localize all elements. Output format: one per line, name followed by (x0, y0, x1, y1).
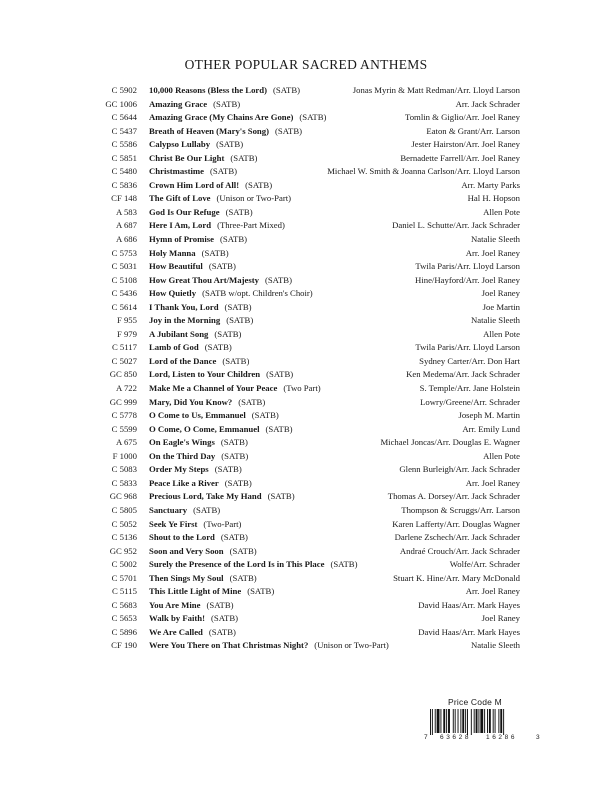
anthem-title: 10,000 Reasons (Bless the Lord) (149, 85, 268, 95)
composer-credit: Lowry/Greene/Arr. Schrader (420, 396, 520, 407)
anthem-title-group (149, 396, 265, 410)
catalog-code: C 5805 (111, 504, 137, 515)
list-item (88, 490, 520, 504)
barcode-block (424, 697, 544, 747)
composer-credit: Stuart K. Hine/Arr. Mary McDonald (393, 572, 520, 583)
catalog-code: C 5586 (111, 139, 137, 150)
anthem-title: Joy in the Morning (149, 315, 221, 326)
voicing: (SATB) (204, 342, 232, 353)
anthem-title-group (149, 572, 257, 586)
anthem-title-group (149, 423, 293, 437)
catalog-code: C 5683 (111, 599, 137, 610)
anthem-title: How Quietly (149, 288, 197, 299)
anthem-title: Breath of Heaven (Mary's Song) (149, 125, 270, 136)
list-item (88, 328, 520, 342)
voicing: (SATB) (208, 626, 236, 637)
list-item (88, 612, 520, 626)
list-item (88, 639, 520, 653)
list-item (88, 111, 520, 125)
barcode-digits-right: 16286 (486, 734, 518, 741)
anthem-title-group (149, 436, 248, 450)
page-title: OTHER POPULAR SACRED ANTHEMS (184, 57, 428, 72)
barcode-digit-first: 7 (424, 734, 428, 741)
list-item (88, 436, 520, 450)
anthem-title-group (149, 301, 252, 315)
catalog-code: C 5027 (111, 355, 137, 366)
composer-credit: Arr. Jack Schrader (455, 98, 520, 109)
anthem-title-group (149, 626, 236, 640)
anthem-title: Christ Be Our Light (149, 152, 225, 163)
anthem-title: On Eagle's Wings (149, 437, 215, 448)
anthem-title-group (149, 233, 247, 247)
list-item (88, 626, 520, 640)
anthem-title-group (149, 206, 253, 220)
composer-credit: Hal H. Hopson (467, 193, 520, 204)
list-item (88, 314, 520, 328)
anthem-title-group (149, 409, 279, 423)
composer-credit: Bernadette Farrell/Arr. Joel Raney (400, 152, 520, 163)
anthem-title: O Come, O Come, Emmanuel (149, 423, 260, 434)
composer-credit: Arr. Emily Lund (462, 423, 520, 434)
anthem-title-group (149, 192, 291, 206)
anthem-title-group (149, 463, 242, 477)
list-item (88, 247, 520, 261)
voicing: (Unison or Two-Part) (216, 193, 292, 204)
catalog-code: F 979 (116, 328, 137, 339)
anthem-title: O Come to Us, Emmanuel (149, 410, 246, 421)
voicing: (SATB) (221, 450, 249, 461)
anthem-title: Then Sings My Soul (149, 572, 224, 583)
anthem-title-group (149, 152, 257, 166)
catalog-code: C 5614 (111, 301, 137, 312)
list-item (88, 301, 520, 315)
composer-credit: Michael Joncas/Arr. Douglas E. Wagner (380, 437, 520, 448)
voicing: (SATB) (265, 423, 293, 434)
voicing: (SATB) (273, 85, 301, 95)
anthem-title-group (149, 355, 249, 369)
voicing: (SATB) (264, 274, 292, 285)
list-item (88, 219, 520, 233)
anthem-title: Precious Lord, Take My Hand (149, 491, 262, 502)
voicing: (SATB) (206, 599, 234, 610)
composer-credit: S. Temple/Arr. Jane Holstein (419, 383, 520, 394)
voicing: (SATB) (266, 369, 294, 380)
barcode-digit-last: 3 (536, 734, 540, 741)
catalog-code: C 5753 (111, 247, 137, 258)
list-item (88, 545, 520, 559)
anthem-title: How Great Thou Art/Majesty (149, 274, 259, 285)
composer-credit: Michael W. Smith & Joanna Carlson/Arr. Lloyd Larson (327, 166, 520, 177)
anthem-title-group (149, 341, 232, 355)
list-item (88, 125, 520, 139)
catalog-code: C 5136 (111, 532, 137, 543)
anthem-title-group (149, 545, 257, 559)
list-item (88, 396, 520, 410)
voicing: (SATB) (330, 559, 358, 570)
voicing: (Three-Part Mixed) (217, 220, 285, 231)
anthem-title: Seek Ye First (149, 518, 198, 529)
anthem-title-group (149, 639, 389, 653)
composer-credit: Joel Raney (481, 613, 520, 624)
catalog-code: C 5437 (111, 125, 137, 136)
anthem-title: Lamb of God (149, 342, 199, 353)
list-item (88, 355, 520, 369)
anthem-title-group (149, 98, 240, 112)
barcode-digits (424, 734, 544, 744)
catalog-code: C 5436 (111, 288, 137, 299)
anthem-title-group (149, 179, 272, 193)
list-item (88, 192, 520, 206)
barcode-graphic (430, 709, 538, 735)
catalog-code: F 1000 (112, 450, 137, 461)
anthem-title-group (149, 138, 243, 152)
barcode-digits-left: 63628 (440, 734, 472, 741)
anthem-title: Surely the Presence of the Lord Is in This Place (149, 559, 325, 570)
anthem-title-group (149, 328, 241, 342)
composer-credit: Ken Medema/Arr. Jack Schrader (406, 369, 520, 380)
composer-credit: Hine/Hayford/Arr. Joel Raney (415, 274, 520, 285)
composer-credit: Natalie Sleeth (471, 234, 520, 245)
voicing: (SATB) (220, 234, 248, 245)
voicing: (SATB) (210, 166, 238, 177)
anthem-title: Shout to the Lord (149, 532, 215, 543)
voicing: (SATB) (238, 396, 266, 407)
catalog-code: C 5117 (111, 342, 137, 353)
anthem-title: Soon and Very Soon (149, 545, 224, 556)
catalog-code: C 5480 (111, 166, 137, 177)
list-item (88, 138, 520, 152)
anthem-title: How Beautiful (149, 261, 203, 272)
anthem-title-group (149, 585, 274, 599)
composer-credit: Thomas A. Dorsey/Arr. Jack Schrader (387, 491, 520, 502)
list-item (88, 558, 520, 572)
anthem-title: Make Me a Channel of Your Peace (149, 383, 278, 394)
voicing: (SATB) (247, 586, 275, 597)
voicing: (SATB) (229, 545, 257, 556)
composer-credit: Andraé Crouch/Arr. Jack Schrader (399, 545, 520, 556)
anthem-title-group (149, 260, 236, 274)
anthem-title-group (149, 125, 302, 139)
composer-credit: Natalie Sleeth (471, 315, 520, 326)
list-item (88, 274, 520, 288)
list-item (88, 165, 520, 179)
anthem-title-group (149, 450, 248, 464)
catalog-code: CF 190 (111, 640, 137, 651)
anthem-title: This Little Light of Mine (149, 586, 242, 597)
anthem-title-group (149, 314, 253, 328)
catalog-code: C 5644 (111, 112, 137, 123)
anthem-title-group (149, 368, 293, 382)
anthem-title-group (149, 490, 295, 504)
anthem-title: A Jubilant Song (149, 328, 209, 339)
voicing: (Two-Part) (203, 518, 242, 529)
anthem-title-group (149, 111, 326, 125)
voicing: (SATB) (220, 437, 248, 448)
anthem-title: Were You There on That Christmas Night? (149, 640, 309, 651)
composer-credit: Karen Lafferty/Arr. Douglas Wagner (392, 518, 520, 529)
composer-credit: Twila Paris/Arr. Lloyd Larson (415, 261, 520, 272)
composer-credit: Joel Raney (481, 288, 520, 299)
list-item (88, 531, 520, 545)
composer-credit: Joe Martin (482, 301, 520, 312)
voicing: (SATB) (226, 315, 254, 326)
catalog-code: A 675 (116, 437, 137, 448)
composer-credit: David Haas/Arr. Mark Hayes (418, 626, 520, 637)
composer-credit: Arr. Joel Raney (465, 586, 520, 597)
catalog-code: C 5599 (111, 423, 137, 434)
catalog-code: C 5896 (111, 626, 137, 637)
anthem-title: God Is Our Refuge (149, 206, 220, 217)
catalog-code: A 583 (116, 206, 137, 217)
composer-credit: Arr. Marty Parks (461, 179, 520, 190)
catalog-code: C 5851 (111, 152, 137, 163)
voicing: (Two Part) (283, 383, 321, 394)
list-item (88, 287, 520, 301)
list-item (88, 585, 520, 599)
catalog-code: C 5833 (111, 477, 137, 488)
voicing: (SATB) (299, 112, 327, 123)
catalog-code: A 686 (116, 234, 137, 245)
list-item (88, 98, 520, 112)
voicing: (SATB) (208, 261, 236, 272)
catalog-code: C 5778 (111, 410, 137, 421)
catalog-code: C 5653 (111, 613, 137, 624)
composer-credit: Tomlin & Giglio/Arr. Joel Raney (405, 112, 520, 123)
voicing: (SATB) (201, 247, 229, 258)
list-item (88, 206, 520, 220)
list-item (88, 572, 520, 586)
anthem-title: On the Third Day (149, 450, 216, 461)
anthem-title: The Gift of Love (149, 193, 211, 204)
anthem-title: Christmastime (149, 166, 205, 177)
composer-credit: Twila Paris/Arr. Lloyd Larson (415, 342, 520, 353)
anthem-title-group (149, 287, 313, 301)
catalog-code: C 5031 (111, 261, 137, 272)
composer-credit: David Haas/Arr. Mark Hayes (418, 599, 520, 610)
catalog-code: C 5836 (111, 179, 137, 190)
composer-credit: Joseph M. Martin (458, 410, 520, 421)
list-item (88, 504, 520, 518)
composer-credit: Glenn Burleigh/Arr. Jack Schrader (399, 464, 520, 475)
anthem-title: You Are Mine (149, 599, 201, 610)
anthem-title-group (149, 518, 241, 532)
anthem-title: Holy Manna (149, 247, 196, 258)
anthem-title: Crown Him Lord of All! (149, 179, 240, 190)
catalog-code: C 5083 (111, 464, 137, 475)
anthem-title-group (149, 558, 357, 572)
anthem-title: Mary, Did You Know? (149, 396, 233, 407)
catalog-code: GC 952 (109, 545, 137, 556)
voicing: (SATB) (224, 301, 252, 312)
voicing: (SATB) (230, 152, 258, 163)
composer-credit: Jonas Myrin & Matt Redman/Arr. Lloyd Larson (352, 85, 520, 95)
list-item (88, 368, 520, 382)
catalog-code: C 5115 (111, 586, 137, 597)
anthem-title-group (149, 84, 300, 98)
voicing: (SATB) (211, 613, 239, 624)
anthem-title: Walk by Faith! (149, 613, 205, 624)
list-item (88, 463, 520, 477)
catalog-code: GC 850 (109, 369, 137, 380)
catalog-code: CF 148 (111, 193, 137, 204)
catalog-code: C 5902 (111, 85, 137, 95)
catalog-code: GC 1006 (105, 98, 137, 109)
anthem-title: I Thank You, Lord (149, 301, 219, 312)
composer-credit: Sydney Carter/Arr. Don Hart (419, 355, 520, 366)
anthem-title-group (149, 274, 292, 288)
anthem-title: Amazing Grace (My Chains Are Gone) (149, 112, 294, 123)
list-item (88, 152, 520, 166)
list-item (88, 382, 520, 396)
anthem-title: Peace Like a River (149, 477, 219, 488)
anthem-title: Sanctuary (149, 504, 188, 515)
voicing: (SATB) (275, 125, 303, 136)
list-item (88, 233, 520, 247)
composer-credit: Darlene Zschech/Arr. Jack Schrader (394, 532, 520, 543)
catalog-code: C 5701 (111, 572, 137, 583)
catalog-code: C 5108 (111, 274, 137, 285)
composer-credit: Jester Hairston/Arr. Joel Raney (411, 139, 520, 150)
composer-credit: Wolfe/Arr. Schrader (449, 559, 520, 570)
list-item (88, 518, 520, 532)
anthem-title-group (149, 382, 321, 396)
voicing: (SATB) (214, 328, 242, 339)
anthem-title: Hymn of Promise (149, 234, 214, 245)
voicing: (SATB) (216, 139, 244, 150)
anthem-title: Calypso Lullaby (149, 139, 211, 150)
voicing: (Unison or Two-Part) (314, 640, 389, 651)
anthem-list (88, 84, 520, 653)
list-item (88, 409, 520, 423)
voicing: (SATB) (222, 355, 250, 366)
catalog-code: GC 968 (109, 491, 137, 502)
price-code: Price Code M (448, 697, 502, 707)
list-item (88, 477, 520, 491)
list-item (88, 450, 520, 464)
list-item (88, 423, 520, 437)
catalog-code: F 955 (116, 315, 137, 326)
anthem-title: Order My Steps (149, 464, 209, 475)
voicing: (SATB w/opt. Children's Choir) (202, 288, 313, 299)
anthem-title-group (149, 219, 285, 233)
composer-credit: Thompson & Scruggs/Arr. Larson (401, 504, 520, 515)
composer-credit: Allen Pote (483, 328, 520, 339)
voicing: (SATB) (224, 477, 252, 488)
list-item (88, 260, 520, 274)
voicing: (SATB) (245, 179, 273, 190)
composer-credit: Eaton & Grant/Arr. Larson (426, 125, 520, 136)
anthem-title: We Are Called (149, 626, 203, 637)
voicing: (SATB) (225, 206, 253, 217)
catalog-code: A 687 (116, 220, 137, 231)
composer-credit: Natalie Sleeth (471, 640, 520, 651)
anthem-title: Lord of the Dance (149, 355, 217, 366)
voicing: (SATB) (267, 491, 295, 502)
composer-credit: Allen Pote (483, 206, 520, 217)
composer-credit: Allen Pote (483, 450, 520, 461)
anthem-title-group (149, 247, 229, 261)
list-item (88, 179, 520, 193)
anthem-title-group (149, 612, 238, 626)
list-item (88, 599, 520, 613)
list-item (88, 341, 520, 355)
voicing: (SATB) (251, 410, 279, 421)
composer-credit: Daniel L. Schutte/Arr. Jack Schrader (392, 220, 520, 231)
anthem-title: Lord, Listen to Your Children (149, 369, 261, 380)
anthem-title-group (149, 531, 248, 545)
anthem-title-group (149, 165, 237, 179)
catalog-code: A 722 (116, 383, 137, 394)
list-item (88, 84, 520, 98)
voicing: (SATB) (213, 98, 241, 109)
composer-credit: Arr. Joel Raney (465, 247, 520, 258)
catalog-code: GC 999 (109, 396, 137, 407)
anthem-title: Amazing Grace (149, 98, 208, 109)
catalog-code: C 5052 (111, 518, 137, 529)
composer-credit: Arr. Joel Raney (465, 477, 520, 488)
voicing: (SATB) (229, 572, 257, 583)
anthem-title: Here I Am, Lord (149, 220, 212, 231)
voicing: (SATB) (193, 504, 221, 515)
anthem-title-group (149, 504, 220, 518)
catalog-code: C 5002 (111, 559, 137, 570)
voicing: (SATB) (214, 464, 242, 475)
voicing: (SATB) (220, 532, 248, 543)
anthem-title-group (149, 599, 234, 613)
anthem-title-group (149, 477, 252, 491)
